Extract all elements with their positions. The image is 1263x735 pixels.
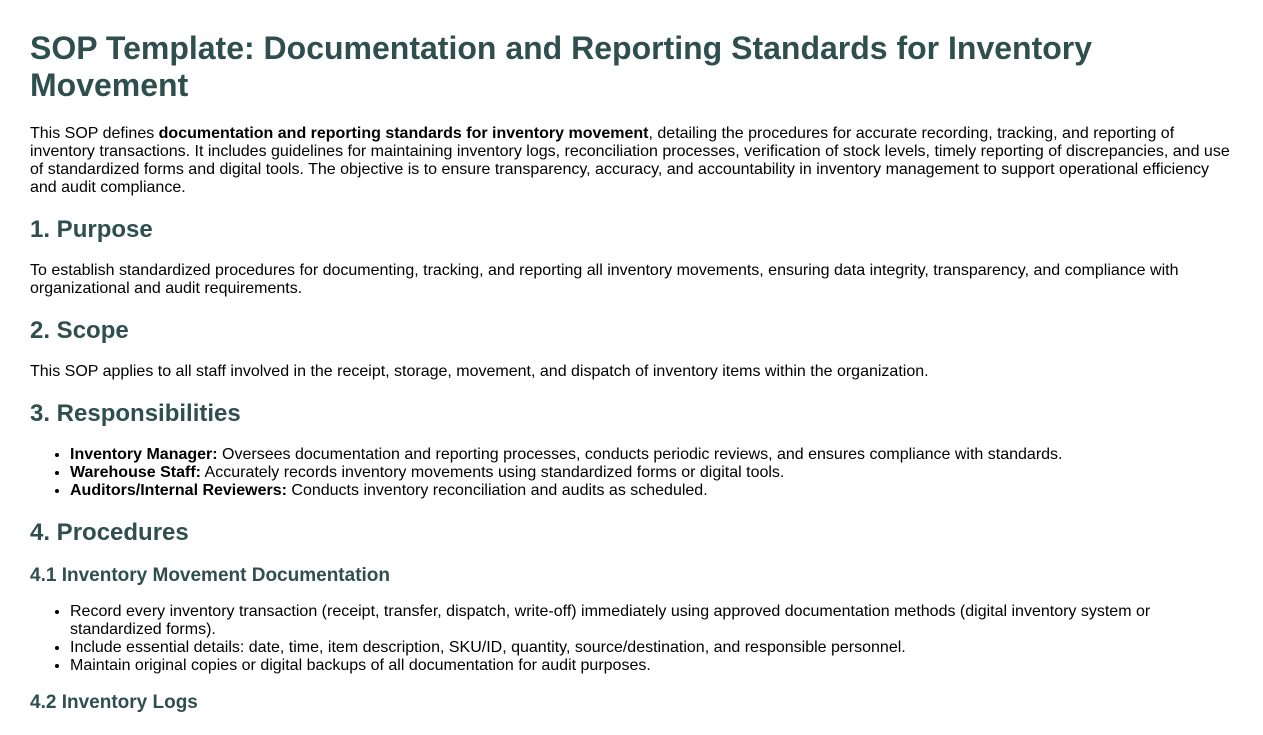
procedures-heading: 4. Procedures [30,519,189,546]
inventory-logs-heading: 4.2 Inventory Logs [30,692,198,713]
list-item [70,446,1233,464]
movement-documentation-heading: 4.1 Inventory Movement Documentation [30,565,391,586]
intro-text-bold: documentation and reporting standards for inventory movement [158,125,649,142]
purpose-text: To establish standardized procedures for documenting, tracking, and reporting all inventory movements, ensuring data integrity, transparency, and compliance with organizational and audit requirements. [30,262,1179,297]
role-label: Auditors/Internal Reviewers: [70,482,287,499]
list-item [70,464,1233,482]
responsibilities-list [30,446,1233,500]
role-label: Warehouse Staff: [70,464,201,481]
list-item [70,482,1233,500]
role-description: Oversees documentation and reporting processes, conducts periodic reviews, and ensures compliance with standards. [217,446,1063,463]
intro-text-end: , detailing the procedures for accurate recording, tracking, and reporting of inventory transactions. It includes guidelines for maintaining inventory logs, reconciliation processes, verification of stock levels, timely reporting of discrepancies, and use of standardized forms and digital tools. The objective is to ensure transparency, accuracy, and accountability in inventory management to support operational efficiency and audit compliance. [30,125,1230,196]
role-description: Accurately records inventory movements using standardized forms or digital tools. [200,464,785,481]
purpose-heading: 1. Purpose [30,216,153,243]
role-description: Conducts inventory reconciliation and audits as scheduled. [286,482,708,499]
document-title: SOP Template: Documentation and Reporting Standards for Inventory Movement [30,30,1093,103]
role-label: Inventory Manager: [70,446,218,463]
list-item: • Include essential details: date, time, item description, SKU/ID, quantity, source/destination, and responsible personnel. [70,639,1233,657]
movement-documentation-list [30,603,1233,675]
responsibilities-heading: 3. Responsibilities [30,400,241,427]
intro-text-start: This SOP defines [30,125,159,142]
scope-text: This SOP applies to all staff involved in the receipt, storage, movement, and dispatch of inventory items within the organization. [30,363,929,380]
intro-paragraph [30,125,1233,197]
list-item: • Record every inventory transaction (receipt, transfer, dispatch, write-off) immediately using approved documentation methods (digital inventory system or standardized forms). [70,603,1233,639]
scope-heading: 2. Scope [30,317,129,344]
list-item: • Maintain original copies or digital backups of all documentation for audit purposes. [70,657,1233,675]
